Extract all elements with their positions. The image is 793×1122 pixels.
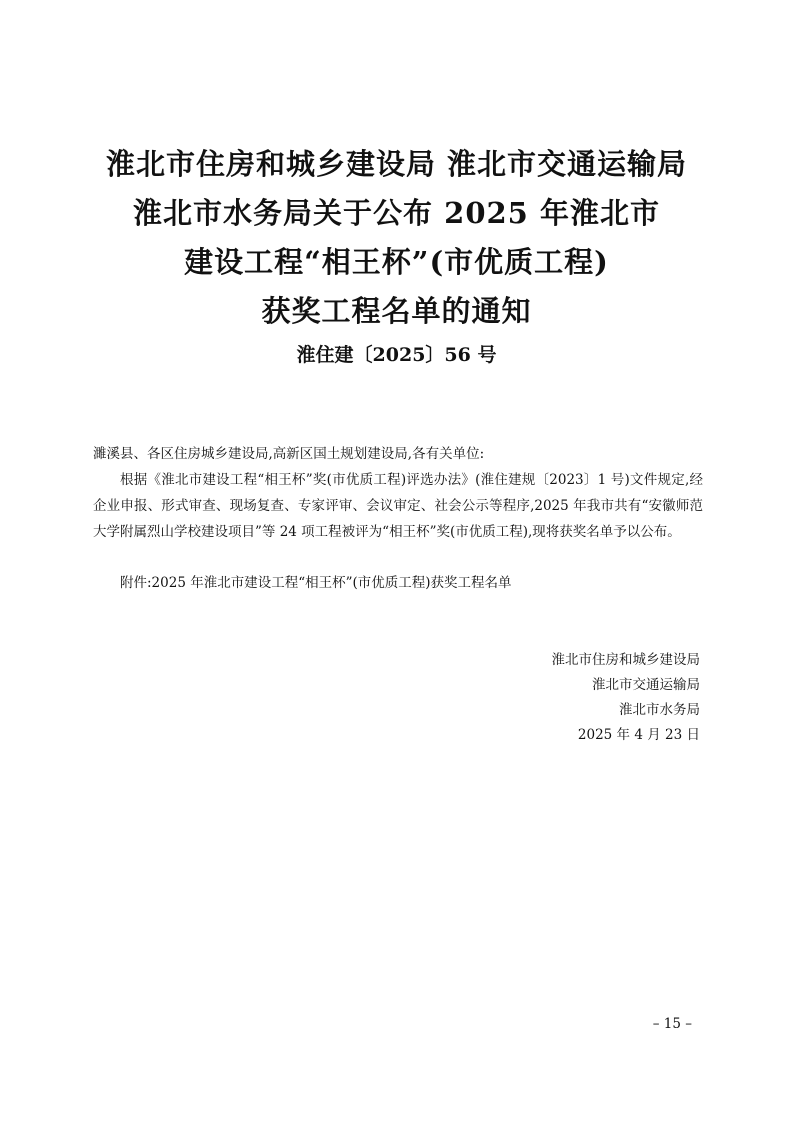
document-number: 淮住建〔2025〕56 号	[296, 344, 497, 366]
title-line-1: 淮北市住房和城乡建设局 淮北市交通运输局	[105, 147, 688, 181]
attachment-line: 附件:2025 年淮北市建设工程“相王杯”(市优质工程)获奖工程名单	[120, 575, 512, 591]
salutation: 濉溪县、各区住房城乡建设局,高新区国土规划建设局,各有关单位:	[93, 446, 485, 462]
signatory-housing-bureau: 淮北市住房和城乡建设局	[551, 652, 700, 668]
issue-date: 2025 年 4 月 23 日	[577, 727, 700, 743]
title-line-3: 建设工程“相王杯”(市优质工程)	[184, 245, 609, 279]
page-number: – 15 –	[652, 1016, 692, 1032]
signatory-transport-bureau: 淮北市交通运输局	[592, 677, 700, 693]
signature-block	[552, 648, 701, 748]
body-paragraph: 根据《淮北市建设工程“相王杯”奖(市优质工程)评选办法》(淮住建规〔2023〕1 号)文件规定,经企业申报、形式审查、现场复查、专家评审、会议审定、社会公示等程序,2025 年我市共有“安徽师范大学附属烈山学校建设项目”等 24 项工程被评为“相王杯”奖(市优质工程),现将获奖名单予以公布。	[93, 472, 703, 540]
title-line-4: 获奖工程名单的通知	[261, 294, 532, 328]
title-line-2: 淮北市水务局关于公布 2025 年淮北市	[133, 196, 660, 230]
signatory-water-bureau: 淮北市水务局	[619, 702, 700, 718]
